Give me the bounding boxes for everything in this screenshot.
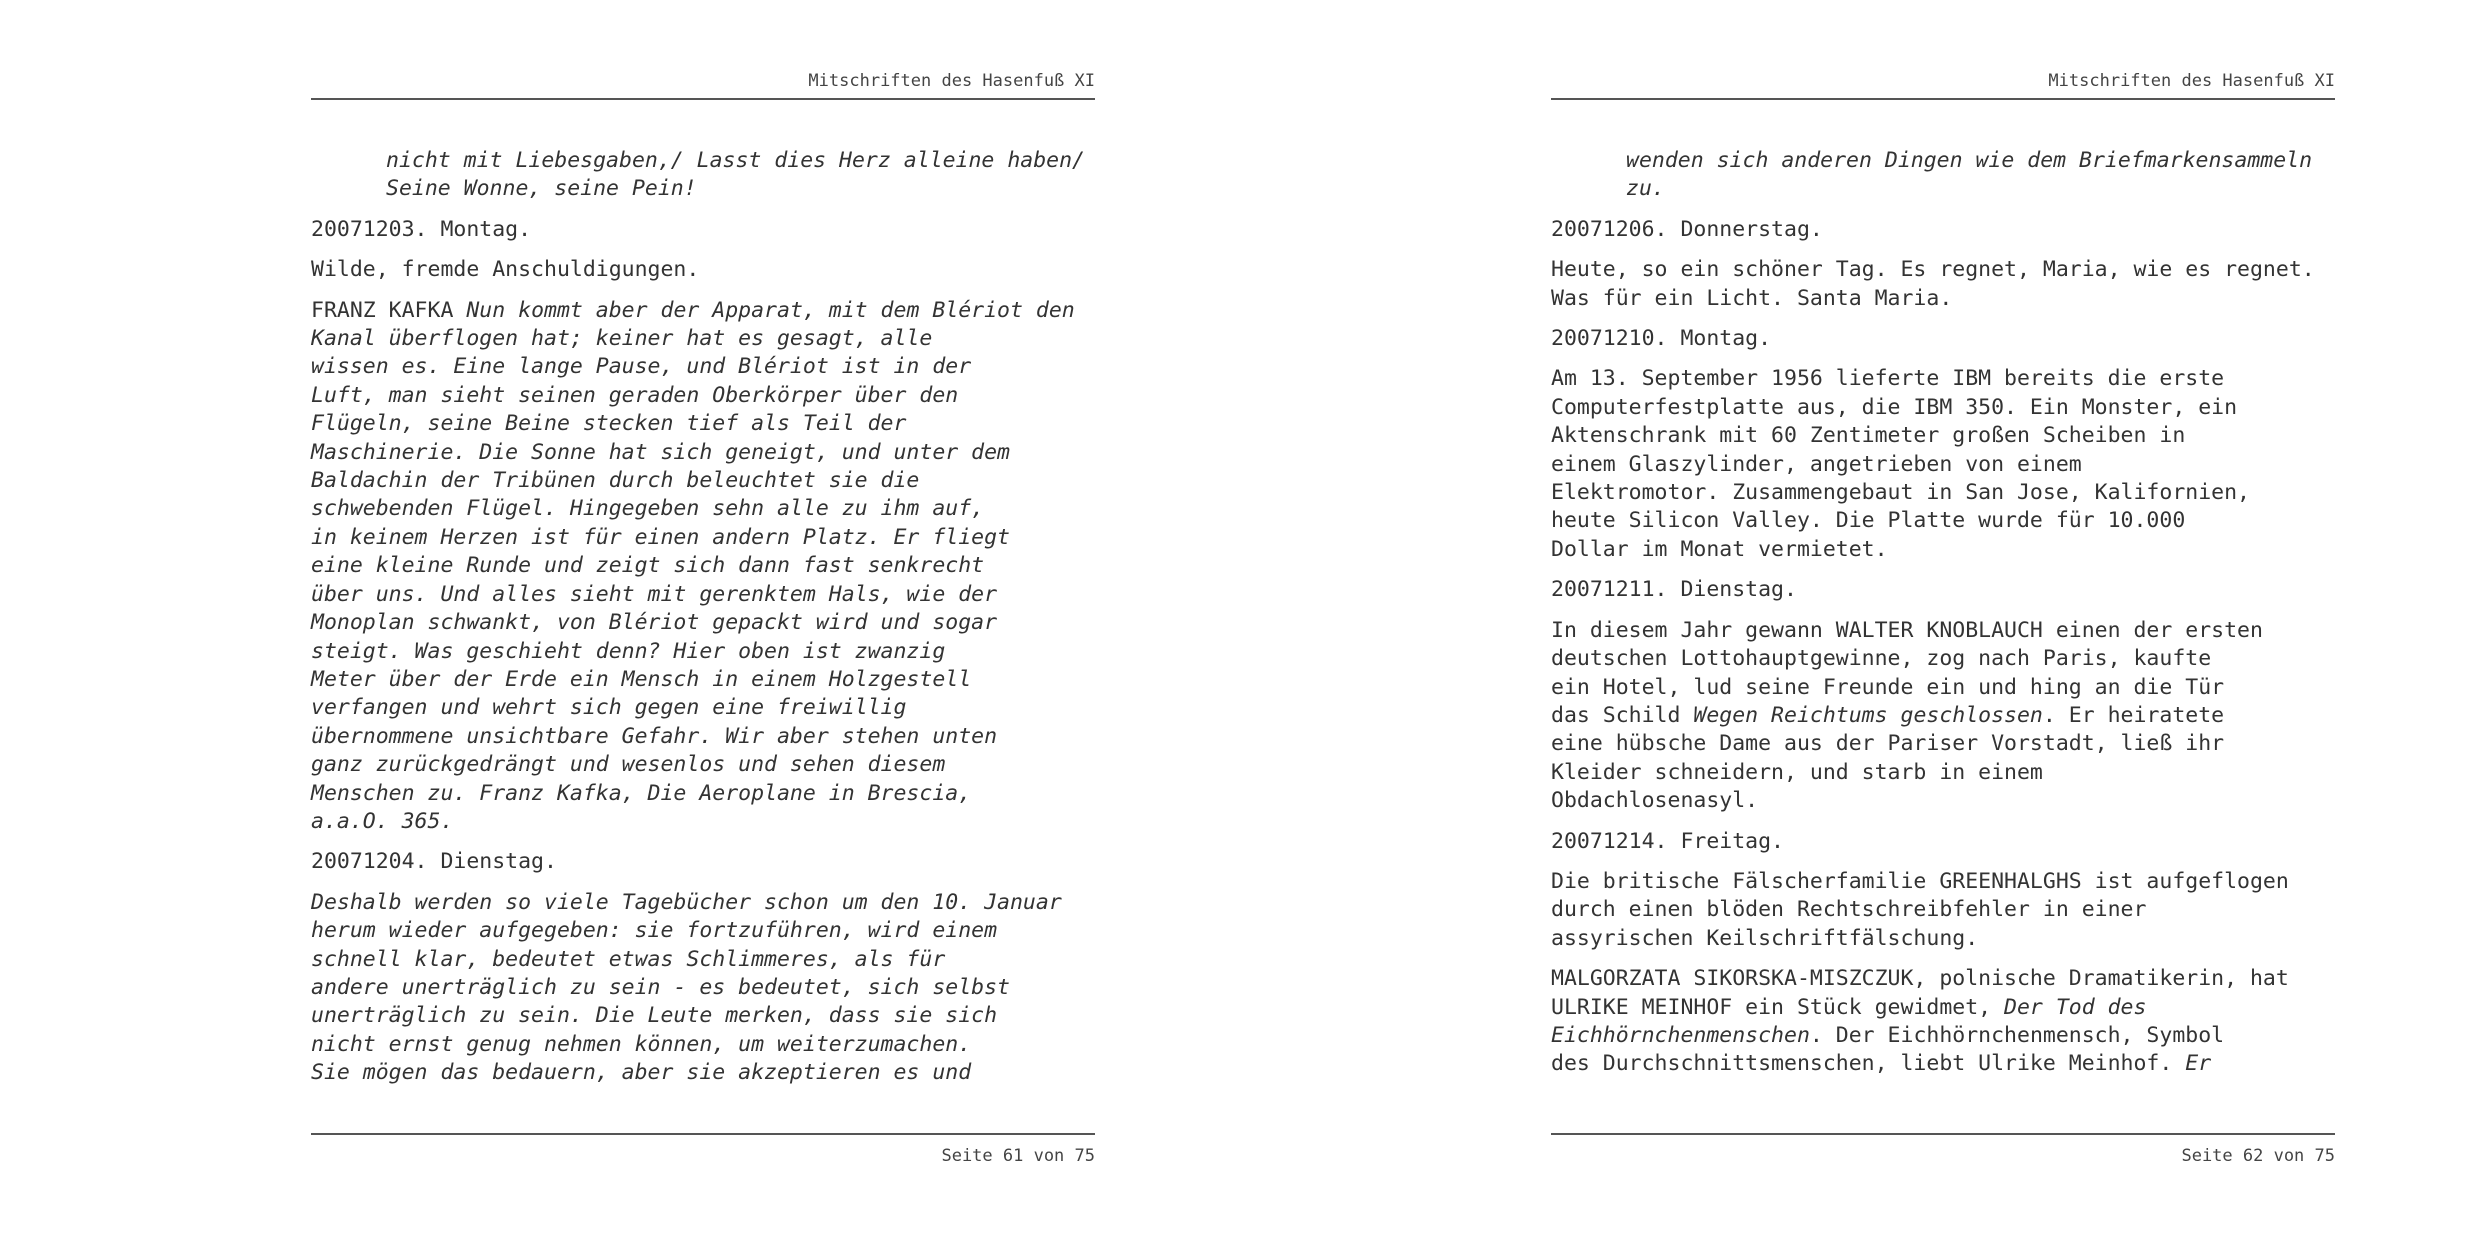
text-line (1626, 147, 2335, 175)
italic-text: über uns. Und alles sieht mit gerenktem Hals, wie der (311, 581, 998, 607)
paragraph (311, 256, 1095, 284)
text-run: des Durchschnittsmenschen, liebt Ulrike Meinhof. (1551, 1051, 2186, 1077)
italic-text: in keinem Herzen ist für einen andern Platz. Er fliegt (311, 524, 1010, 550)
text-run: durch einen blöden Rechtschreibfehler in einer (1551, 897, 2147, 923)
text-line (311, 638, 1095, 666)
text-run: In diesem Jahr gewann WALTER KNOBLAUCH einen der ersten (1551, 617, 2263, 643)
italic-text: Nun kommt aber der Apparat, mit dem Blériot den (466, 297, 1075, 323)
italic-text: herum wieder aufgegeben: sie fortzuführen, wird einem (311, 918, 998, 944)
entry-date: 20071210. Montag. (1551, 326, 1772, 352)
text-line (1551, 394, 2335, 422)
text-run: Wilde, fremde Anschuldigungen. (311, 257, 700, 283)
text-line (1551, 617, 2335, 645)
text-line (311, 974, 1095, 1002)
text-line (1551, 896, 2335, 924)
paragraph (311, 889, 1095, 1088)
text-line (311, 889, 1095, 917)
paragraph (1551, 365, 2335, 564)
text-line (1551, 645, 2335, 673)
text-line (1551, 702, 2335, 730)
italic-text: nicht mit Liebesgaben,/ Lasst dies Herz alleine haben/ (386, 148, 1085, 173)
italic-text: Meter über der Erde ein Mensch in einem Holzgestell (311, 666, 972, 692)
page-body (311, 147, 1095, 1100)
text-line (386, 175, 1095, 203)
italic-text: Deshalb werden so viele Tagebücher schon um den 10. Januar (311, 889, 1062, 915)
italic-text: Monoplan schwankt, von Blériot gepackt wird und sogar (311, 610, 998, 636)
text-run: Elektromotor. Zusammengebaut in San Jose, Kalifornien, (1551, 480, 2250, 506)
entry-date: 20071211. Dienstag. (1551, 577, 1797, 603)
italic-text: eine kleine Runde und zeigt sich dann fast senkrecht (311, 553, 985, 579)
text-run: FRANZ KAFKA (311, 297, 467, 323)
italic-text: schwebenden Flügel. Hingegeben sehn alle zu ihm auf, (311, 496, 985, 522)
text-line (311, 256, 1095, 284)
italic-text: Der Tod des (2004, 994, 2147, 1020)
italic-text: unerträglich zu sein. Die Leute merken, dass sie sich (311, 1003, 998, 1029)
paragraph (1551, 965, 2335, 1079)
text-line (311, 609, 1095, 637)
italic-text: zu. (1626, 176, 1665, 202)
header-title: Mitschriften des Hasenfuß XI (2048, 71, 2335, 91)
text-run: Kleider schneidern, und starb in einem (1551, 759, 2043, 785)
text-line (311, 382, 1095, 410)
text-line (311, 410, 1095, 438)
page-number: Seite 62 von 75 (2181, 1146, 2335, 1166)
text-line (311, 666, 1095, 694)
text-line (1551, 730, 2335, 758)
text-run: Was für ein Licht. Santa Maria. (1551, 285, 1953, 311)
text-line (1551, 965, 2335, 993)
text-line (1626, 175, 2335, 203)
paragraph (1551, 868, 2335, 953)
text-line (1551, 536, 2335, 564)
text-line (311, 723, 1095, 751)
page-body (1551, 147, 2335, 1091)
text-line (311, 946, 1095, 974)
text-line (311, 1031, 1095, 1059)
text-line (1551, 479, 2335, 507)
italic-text: andere unerträglich zu sein - es bedeutet, sich selbst (311, 974, 1010, 1000)
text-line (311, 581, 1095, 609)
italic-text: a.a.O. 365. (311, 808, 454, 834)
text-line (1551, 507, 2335, 535)
text-line (1551, 868, 2335, 896)
text-run: Dollar im Monat vermietet. (1551, 536, 1888, 562)
text-line (311, 552, 1095, 580)
italic-text: Flügeln, seine Beine stecken tief als Teil der (311, 411, 907, 437)
text-run: eine hübsche Dame aus der Pariser Vorstadt, ließ ihr (1551, 731, 2225, 757)
text-line (311, 353, 1095, 381)
text-line (1551, 925, 2335, 953)
text-line (1551, 994, 2335, 1022)
header-title: Mitschriften des Hasenfuß XI (808, 71, 1095, 91)
page-header (311, 70, 1095, 100)
text-line (311, 917, 1095, 945)
page-header (1551, 70, 2335, 100)
page-footer (311, 1133, 1095, 1169)
italic-text: Menschen zu. Franz Kafka, Die Aeroplane in Brescia, (311, 780, 972, 806)
italic-text: ganz zurückgedrängt und wesenlos und sehen diesem (311, 752, 946, 778)
text-run: . Er heiratete (2042, 702, 2225, 728)
entry-date: 20071203. Montag. (311, 216, 532, 242)
text-line (311, 808, 1095, 836)
italic-text: wissen es. Eine lange Pause, und Blériot ist in der (311, 354, 972, 380)
text-run: Die britische Fälscherfamilie GREENHALGHS ist aufgeflogen (1551, 868, 2289, 894)
text-run: MALGORZATA SIKORSKA-MISZCZUK, polnische Dramatikerin, hat (1551, 966, 2289, 992)
text-line (311, 325, 1095, 353)
text-line (311, 694, 1095, 722)
text-line (311, 297, 1095, 325)
text-line (1551, 256, 2335, 284)
text-line (1551, 1050, 2335, 1078)
italic-text: Eichhörnchenmenschen (1551, 1022, 1810, 1048)
italic-text: Er (2185, 1051, 2212, 1077)
text-line (1551, 451, 2335, 479)
text-line (1551, 365, 2335, 393)
text-line (386, 147, 1095, 175)
text-line (1551, 787, 2335, 815)
text-run: heute Silicon Valley. Die Platte wurde für 10.000 (1551, 508, 2186, 534)
text-line (311, 1002, 1095, 1030)
text-line (311, 780, 1095, 808)
text-run: Am 13. September 1956 lieferte IBM bereits die erste (1551, 366, 2225, 392)
text-run: deutschen Lottohauptgewinne, zog nach Paris, kaufte (1551, 646, 2212, 672)
text-run: Obdachlosenasyl. (1551, 788, 1759, 814)
italic-text: Baldachin der Tribünen durch beleuchtet sie die (311, 468, 920, 494)
text-run: ein Hotel, lud seine Freunde ein und hing an die Tür (1551, 674, 2225, 700)
text-run: Computerfestplatte aus, die IBM 350. Ein Monster, ein (1551, 394, 2238, 420)
italic-text: Seine Wonne, seine Pein! (386, 176, 697, 202)
italic-text: schnell klar, bedeutet etwas Schlimmeres, als für (311, 946, 946, 972)
italic-text: Luft, man sieht seinen geraden Oberkörper über den (311, 382, 959, 408)
continued-paragraph (311, 147, 1095, 204)
continued-paragraph (1551, 147, 2335, 204)
text-line (1551, 422, 2335, 450)
paragraph (1551, 256, 2335, 313)
text-line (311, 439, 1095, 467)
text-run: das Schild (1551, 702, 1694, 728)
italic-text: nicht ernst genug nehmen können, um weiterzumachen. (311, 1031, 972, 1057)
text-run: assyrischen Keilschriftfälschung. (1551, 925, 1979, 951)
italic-text: Sie mögen das bedauern, aber sie akzeptieren es und (311, 1060, 972, 1086)
page-footer (1551, 1133, 2335, 1169)
text-line (1551, 674, 2335, 702)
text-line (311, 1059, 1095, 1087)
text-run: Heute, so ein schöner Tag. Es regnet, Maria, wie es regnet. (1551, 257, 2315, 283)
italic-text: verfangen und wehrt sich gegen eine freiwillig (311, 695, 907, 721)
italic-text: steigt. Was geschieht denn? Hier oben ist zwanzig (311, 638, 946, 664)
italic-text: Maschinerie. Die Sonne hat sich geneigt, und unter dem (311, 439, 1010, 465)
right-page (1240, 0, 2480, 1240)
text-line (311, 751, 1095, 779)
italic-text: wenden sich anderen Dingen wie dem Briefmarkensammeln (1626, 148, 2313, 173)
text-line (311, 524, 1095, 552)
text-line (311, 467, 1095, 495)
text-line (1551, 1022, 2335, 1050)
paragraph (311, 297, 1095, 837)
text-run: . Der Eichhörnchenmensch, Symbol (1809, 1022, 2225, 1048)
text-line (1551, 285, 2335, 313)
text-run: ULRIKE MEINHOF ein Stück gewidmet, (1551, 994, 2005, 1020)
entry-date: 20071206. Donnerstag. (1551, 216, 1823, 242)
page-number: Seite 61 von 75 (941, 1146, 1095, 1166)
entry-date: 20071204. Dienstag. (311, 849, 557, 875)
italic-text: Kanal überflogen hat; keiner hat es gesagt, alle (311, 326, 933, 352)
text-line (1551, 759, 2335, 787)
text-run: Aktenschrank mit 60 Zentimeter großen Scheiben in (1551, 423, 2186, 449)
italic-text: übernommene unsichtbare Gefahr. Wir aber stehen unten (311, 723, 998, 749)
paragraph (1551, 617, 2335, 816)
entry-date: 20071214. Freitag. (1551, 828, 1784, 854)
italic-text: Wegen Reichtums geschlossen (1693, 702, 2043, 728)
text-line (311, 495, 1095, 523)
text-run: einem Glaszylinder, angetrieben von einem (1551, 451, 2082, 477)
